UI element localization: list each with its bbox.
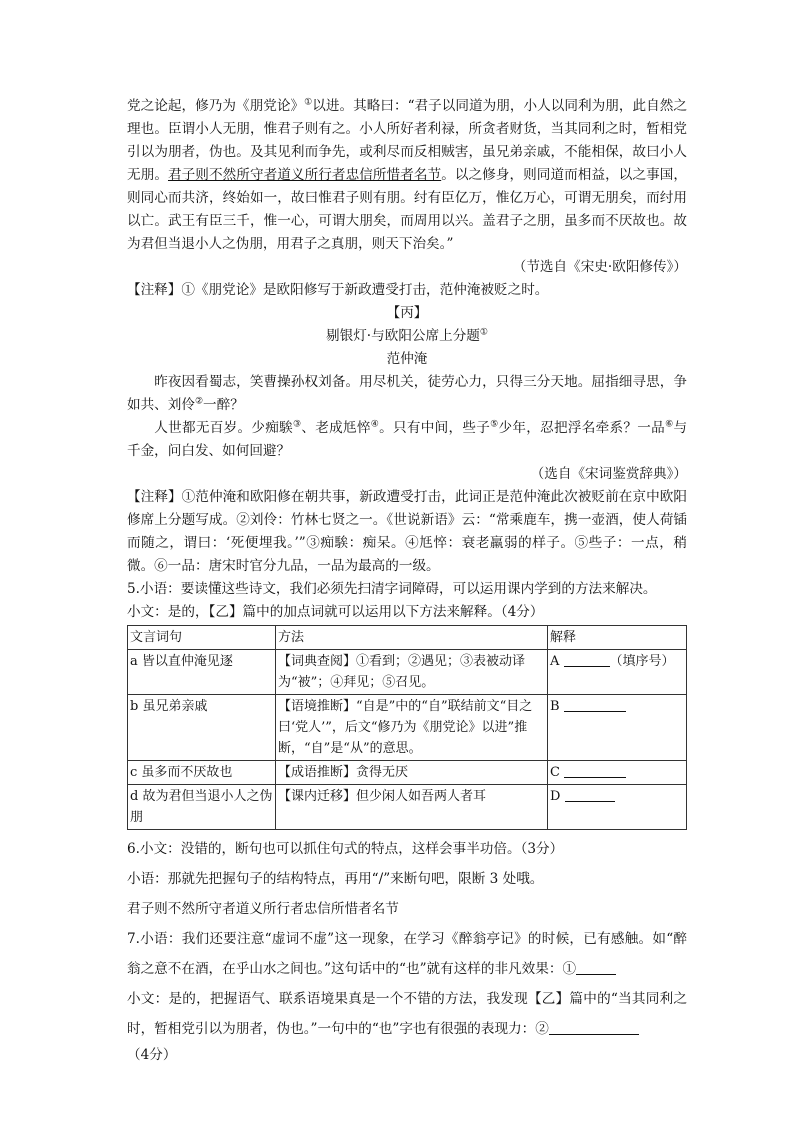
table-row: a 皆以直仲淹见逐 【词典查阅】①看到；②遇见；③表被动译为“被”；④拜见；⑤召见。 A （填序号） [128,650,687,695]
question-5-line-1: 5.小语：要读懂这些诗文，我们必须先扫清字词障碍，可以运用课内学到的方法来解决。 [127,581,657,597]
answer-blank-a[interactable] [564,652,610,667]
question-6-line-1: 6.小文：没错的，断句也可以抓住句式的特点，这样会事半功倍。（3分） [127,841,564,857]
question-7-line-2: 小文：是的，把握语气、联系语境果真是一个不错的方法，我发现【乙】篇中的“当其同利之时，暂相党引以为朋者，伪也。”一句中的“也”字也有很强的表现力：② [127,991,687,1037]
method-table [127,625,687,830]
table-header: 文言词句 [128,626,276,650]
poem-author: 范仲淹 [386,351,428,367]
poem-stanza-1: 昨夜因看蜀志，笑曹操孙权刘备。用尽机关，徒劳心力，只得三分天地。屈指细寻思，争如共、刘伶②一醉？ [127,374,687,413]
document-page [127,95,687,1067]
answer-blank-c[interactable] [564,763,626,778]
passage-yi: 党之论起，修乃为《朋党论》①以进。其略曰：“君子以同道为朋，小人以同利为朋，此自然之理也。臣谓小人无朋，惟君子则有之。小人所好者利禄，所贪者财货，当其同利之时，暂相党引以为朋者，伪也。及其见利而争先，或利尽而反相贼害，虽兄弟亲戚，不能相保，故曰小人无朋。君子则不然所守者道义所行者忠信所惜者名节。以之修身，则同道而相益，以之事国，则同心而共济，终始如一，故曰惟君子则有朋。纣有臣亿万，惟亿万心，可谓无朋矣，而纣用以亡。武王有臣三千，惟一心，可谓大朋矣，而周用以兴。盖君子之朋，虽多而不厌故也。故为君但当退小人之伪朋，用君子之真朋，则天下治矣。” [127,97,688,252]
answer-cell: A （填序号） [548,650,687,695]
table-row: b 虽兄弟亲戚 【语境推断】“自是”中的“自”联结前文“目之曰‘党人’”，后文“修乃为《朋党论》以进”推断，“自”是“从”的意思。 B [128,695,687,761]
answer-cell: C [548,761,687,785]
question-6-line-2: 小语：那就先把握句子的结构特点，再用“/”来断句吧，限断 3 处哦。 [127,871,544,887]
underlined-sentence: 君子则不然所守者道义所行者忠信所惜者名节 [167,167,442,183]
answer-blank-d[interactable] [565,787,615,802]
question-6-sentence: 君子则不然所守者道义所行者忠信所惜者名节 [127,901,399,917]
passage-bing-note: 【注释】①范仲淹和欧阳修在朝共事，新政遭受打击，此词正是范仲淹此次被贬前在京中欧阳修席上分题写成。②刘伶：竹林七贤之一。《世说新语》云：“常乘鹿车，携一壶酒，使人荷锸而随之，谓曰：‘死便埋我。’”③痴騃：痴呆。④尪悴：衰老羸弱的样子。⑤些子：一点，稍微。⑥一品：唐宋时官分九品，一品为最高的一级。 [127,489,687,574]
table-header-row [128,626,687,650]
answer-blank-1[interactable] [576,960,616,975]
table-header: 解释 [548,626,687,650]
answer-blank-b[interactable] [564,697,626,712]
passage-bing-label: 【丙】 [386,305,428,321]
question-7-line-1: 7.小语：我们还要注意“虚词不虚”这一现象，在学习《醉翁亭记》的时候，已有感触。如“醉翁之意不在酒，在乎山水之间也。”这句话中的“也”就有这样的非凡效果：① [127,931,687,977]
passage-bing-source: （选自《宋词鉴赏辞典》） [530,466,687,482]
table-row: d 故为君但当退小人之伪朋 【课内迁移】但少闲人如吾两人者耳 D [128,785,687,830]
table-header: 方法 [276,626,548,650]
passage-yi-note: 【注释】①《朋党论》是欧阳修写于新政遭受打击，范仲淹被贬之时。 [127,282,549,298]
table-row: c 虽多而不厌故也 【成语推断】贪得无厌 C [128,761,687,785]
passage-yi-source: （节选自《宋史·欧阳修传》） [512,259,687,275]
answer-blank-2[interactable] [549,1020,639,1035]
question-5-line-2: 小文：是的，【乙】篇中的加点词就可以运用以下方法来解释。（4分） [127,604,544,620]
poem-title: 剔银灯·与欧阳公席上分题① [326,327,488,344]
answer-cell: B [548,695,687,761]
answer-cell: D [548,785,687,830]
poem-stanza-2: 人世都无百岁。少痴騃③、老成尪悴④。只有中间，些子⑤少年，忍把浮名牵系？一品⑥与千金，问白发、如何回避？ [127,419,688,459]
question-7-score: （4分） [127,1047,177,1063]
